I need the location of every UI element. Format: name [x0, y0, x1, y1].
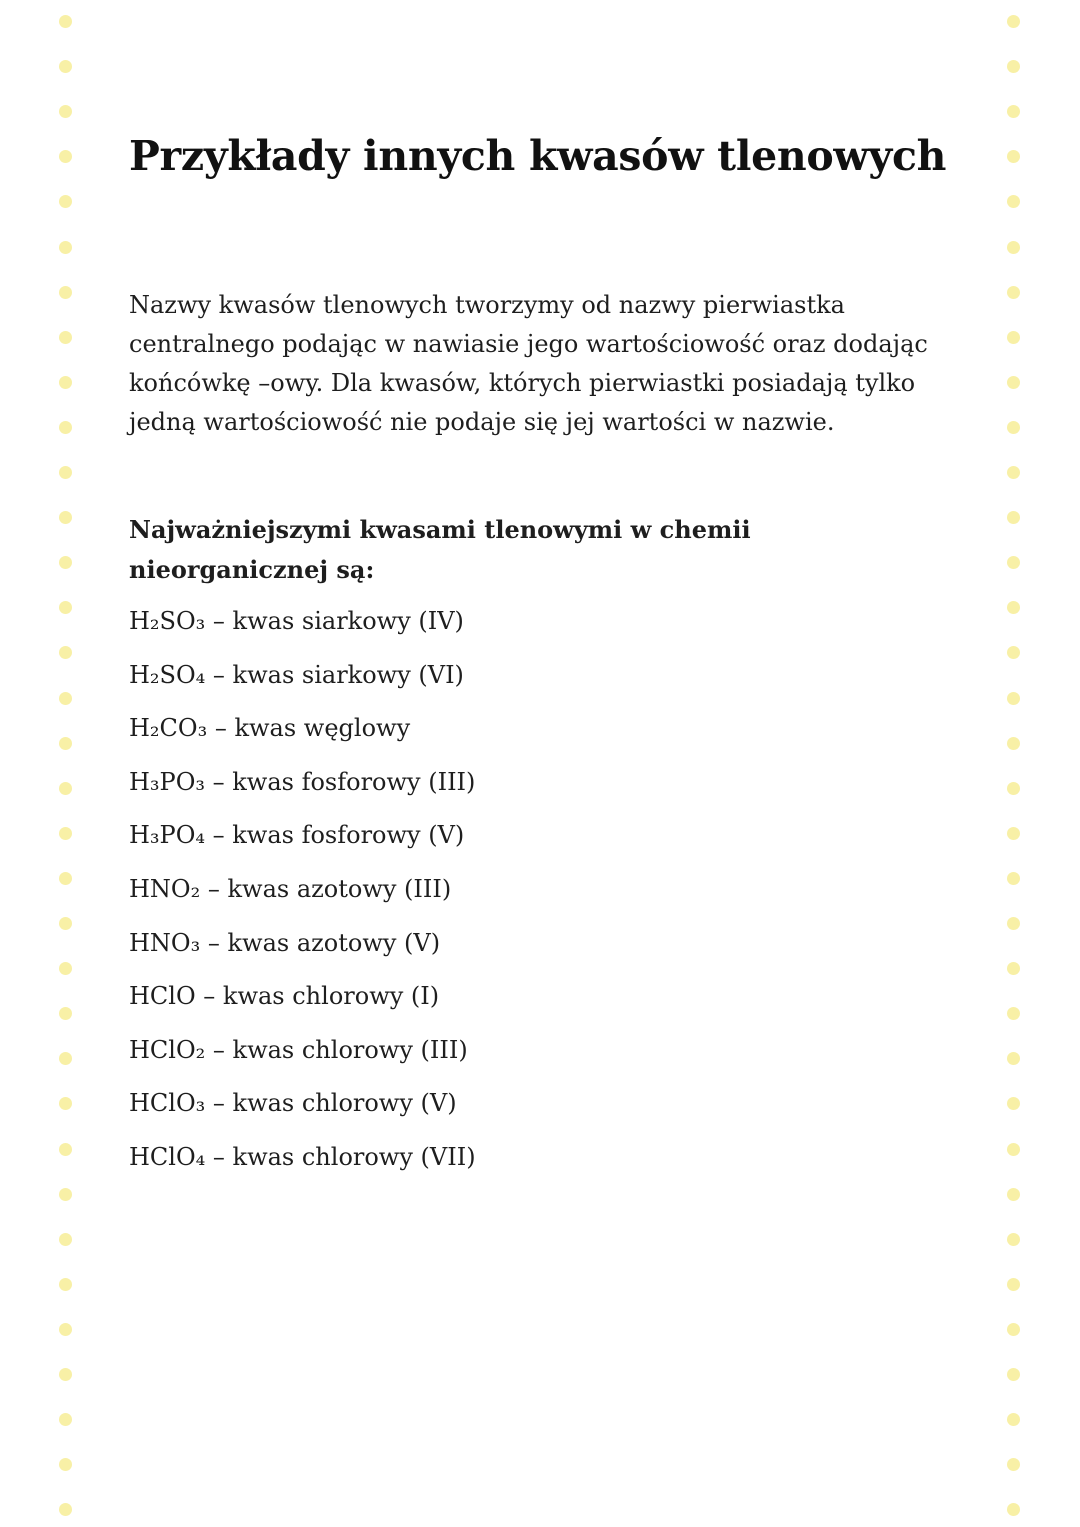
decorative-dot [1007, 150, 1020, 163]
decorative-dot [1007, 466, 1020, 479]
decorative-dot [1007, 1052, 1020, 1065]
decorative-dot [59, 556, 72, 569]
decorative-dot [1007, 1233, 1020, 1246]
acid-item-hclo3: HClO₃ – kwas chlorowy (V) [129, 1089, 457, 1118]
decorative-dot [1007, 1278, 1020, 1291]
page-title: Przykłady innych kwasów tlenowych [129, 132, 947, 180]
decorative-dot [59, 511, 72, 524]
decorative-dot [1007, 872, 1020, 885]
decorative-dot [1007, 782, 1020, 795]
decorative-dot [59, 692, 72, 705]
decorative-dot [59, 737, 72, 750]
decorative-dot [59, 962, 72, 975]
decorative-dot [1007, 60, 1020, 73]
decorative-dot [1007, 1413, 1020, 1426]
decorative-dot [1007, 737, 1020, 750]
decorative-dot [1007, 646, 1020, 659]
decorative-dot [1007, 376, 1020, 389]
decorative-dot [59, 1413, 72, 1426]
decorative-dot [59, 1278, 72, 1291]
decorative-dot [1007, 1097, 1020, 1110]
acid-item-h2so4: H₂SO₄ – kwas siarkowy (VI) [129, 660, 464, 689]
decorative-dot [59, 1503, 72, 1516]
acid-item-hno2: HNO₂ – kwas azotowy (III) [129, 874, 452, 903]
acid-item-h2co3: H₂CO₃ – kwas węglowy [129, 714, 411, 743]
decorative-dot [59, 105, 72, 118]
decorative-dot [59, 421, 72, 434]
decorative-dot [59, 872, 72, 885]
decorative-dot [1007, 1458, 1020, 1471]
decorative-dot [59, 1368, 72, 1381]
decorative-dot [1007, 1188, 1020, 1201]
decorative-dot [1007, 1007, 1020, 1020]
decorative-dot [59, 1097, 72, 1110]
decorative-dot [1007, 556, 1020, 569]
decorative-dot [59, 195, 72, 208]
decorative-dot [1007, 1503, 1020, 1516]
decorative-dot [59, 466, 72, 479]
decorative-dot [1007, 286, 1020, 299]
decorative-dot [59, 1458, 72, 1471]
decorative-dot [1007, 195, 1020, 208]
decorative-dot [59, 1052, 72, 1065]
acid-item-hclo: HClO – kwas chlorowy (I) [129, 982, 440, 1011]
right-dot-border [1007, 0, 1021, 1527]
acid-item-h3po3: H₃PO₃ – kwas fosforowy (III) [129, 767, 476, 796]
decorative-dot [1007, 692, 1020, 705]
acid-item-hno3: HNO₃ – kwas azotowy (V) [129, 928, 441, 957]
decorative-dot [59, 15, 72, 28]
decorative-dot [59, 601, 72, 614]
acid-item-hclo4: HClO₄ – kwas chlorowy (VII) [129, 1142, 476, 1171]
decorative-dot [59, 60, 72, 73]
decorative-dot [59, 827, 72, 840]
decorative-dot [1007, 917, 1020, 930]
decorative-dot [59, 376, 72, 389]
decorative-dot [1007, 15, 1020, 28]
decorative-dot [59, 1143, 72, 1156]
decorative-dot [1007, 1368, 1020, 1381]
decorative-dot [1007, 962, 1020, 975]
decorative-dot [59, 1188, 72, 1201]
acid-item-hclo2: HClO₂ – kwas chlorowy (III) [129, 1035, 468, 1064]
intro-paragraph: Nazwy kwasów tlenowych tworzymy od nazwy pierwiastka centralnego podając w nawiasie jego wartościowość oraz dodając końcówkę –owy. Dla kwasów, których pierwiastki posiadają tylko jedną wartościowość nie podaje się jej wartości w nazwie. [129, 291, 928, 436]
acid-item-h2so3: H₂SO₃ – kwas siarkowy (IV) [129, 607, 464, 635]
decorative-dot [1007, 1323, 1020, 1336]
decorative-dot [1007, 105, 1020, 118]
decorative-dot [1007, 241, 1020, 254]
list-heading: Najważniejszymi kwasami tlenowymi w chemii nieorganicznej są: [129, 515, 751, 584]
decorative-dot [59, 1007, 72, 1020]
decorative-dot [59, 286, 72, 299]
acid-item-h3po4: H₃PO₄ – kwas fosforowy (V) [129, 821, 465, 850]
decorative-dot [59, 150, 72, 163]
decorative-dot [1007, 827, 1020, 840]
left-dot-border [59, 0, 73, 1527]
decorative-dot [1007, 511, 1020, 524]
decorative-dot [59, 331, 72, 344]
decorative-dot [59, 241, 72, 254]
decorative-dot [59, 782, 72, 795]
decorative-dot [59, 646, 72, 659]
decorative-dot [1007, 421, 1020, 434]
decorative-dot [59, 1323, 72, 1336]
decorative-dot [1007, 1143, 1020, 1156]
decorative-dot [1007, 601, 1020, 614]
acid-list [129, 599, 476, 1189]
decorative-dot [59, 917, 72, 930]
decorative-dot [1007, 331, 1020, 344]
decorative-dot [59, 1233, 72, 1246]
